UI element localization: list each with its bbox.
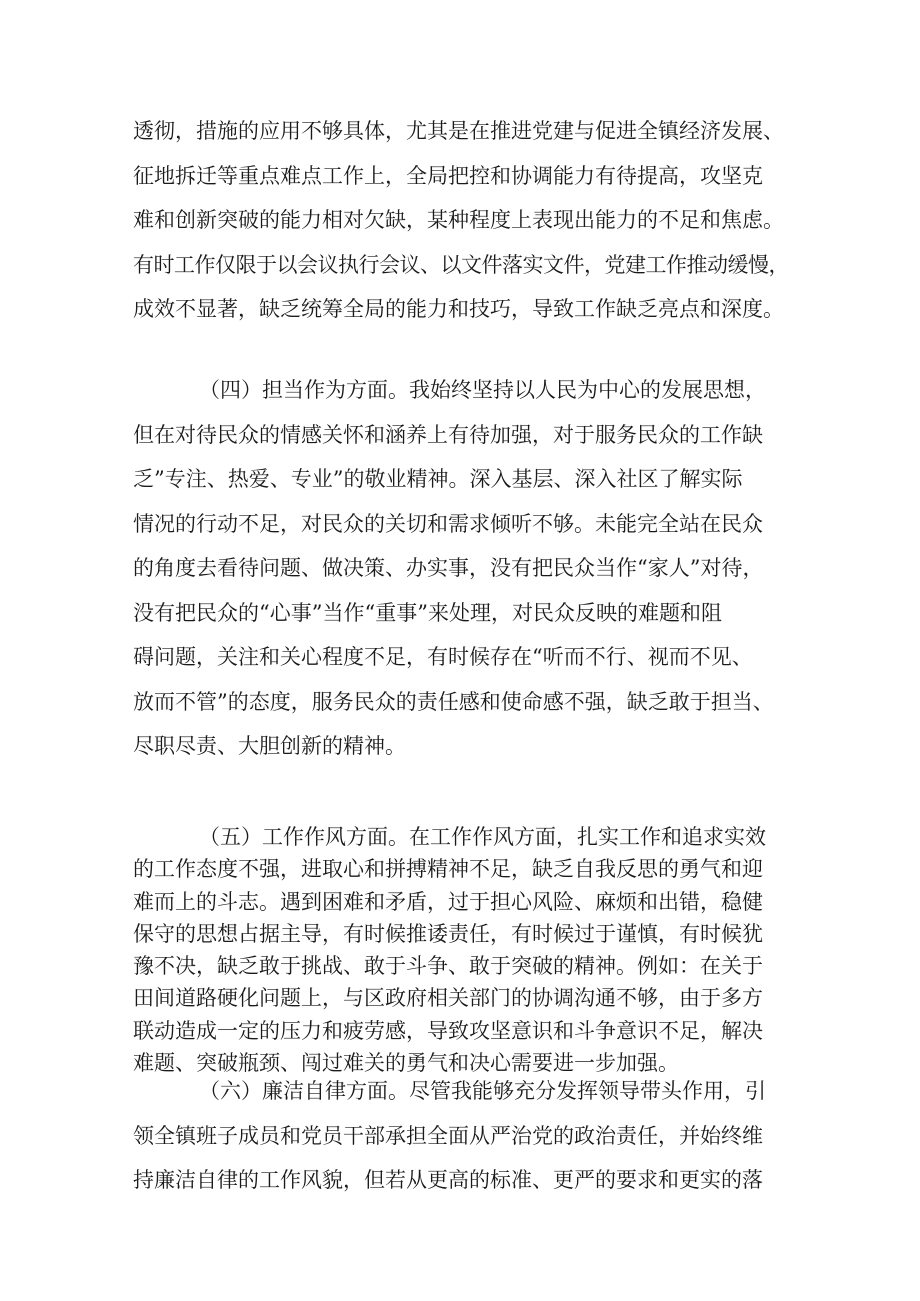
text-line: 有时工作仅限于以会议执行会议、以文件落实文件，党建工作推动缓慢， [133,252,789,277]
text-line: 成效不显著，缺乏统筹全局的能力和技巧，导致工作缺乏亮点和深度。 [133,297,784,321]
text-line: 联动造成一定的压力和疲劳感，导致攻坚意识和斗争意识不足，解决 [133,1018,763,1043]
text-line: 没有把民众的“心事”当作“重事”来处理，对民众反映的难题和阻 [133,600,722,625]
text-line: 的工作态度不强，进取心和拼搏精神不足，缺乏自我反思的勇气和迎 [133,857,763,882]
text-line: 难和创新突破的能力相对欠缺，某种程度上表现出能力的不足和焦虑。 [133,208,784,232]
text-line: （六）廉洁自律方面。尽管我能够充分发挥领导带头作用，引 [199,1079,766,1103]
text-line: 难题、突破瓶颈、闯过难关的勇气和决心需要进一步加强。 [133,1051,679,1076]
paragraph-integrity [133,1069,789,1203]
text-line: 豫不决，缺乏敢于挑战、敢于斗争、敢于突破的精神。例如：在关于 [133,954,763,979]
paragraph-ability-continued [133,109,789,332]
paragraph-responsibility [133,368,789,769]
text-line: 难而上的斗志。遇到困难和矛盾，过于担心风险、麻烦和出错，稳健 [133,889,763,914]
text-line: 情况的行动不足，对民众的关切和需求倾听不够。未能完全站在民众 [133,511,763,536]
text-line: 但在对待民众的情感关怀和涵养上有待加强，对于服务民众的工作缺 [133,422,763,447]
text-line: （四）担当作为方面。我始终坚持以人民为中心的发展思想， [199,378,766,402]
text-line: 碍问题，关注和关心程度不足，有时候存在“听而不行、视而不见、 [133,645,753,669]
text-line: 田间道路硬化问题上，与区政府相关部门的协调沟通不够，由于多方 [133,986,763,1011]
text-line: 放而不管”的态度，服务民众的责任感和使命感不强，缺乏敢于担当、 [133,689,774,714]
text-line: 领全镇班子成员和党员干部承担全面从严治党的政治责任，并始终维 [133,1123,763,1148]
text-line: 持廉洁自律的工作风貌，但若从更高的标准、更严的要求和更实的落 [133,1168,763,1192]
text-line: （五）工作作风方面。在工作作风方面，扎实工作和追求实效 [199,825,766,849]
text-line: 的角度去看待问题、做决策、办实事，没有把民众当作“家人”对待， [133,556,764,580]
text-line: 乏”专注、热爱、专业”的敬业精神。深入基层、深入社区了解实际 [133,467,743,491]
text-line: 尽职尽责、大胆创新的精神。 [133,734,406,758]
text-line: 保守的思想占据主导，有时候推诿责任，有时候过于谨慎，有时候犹 [133,921,763,946]
paragraph-work-style [133,821,789,1079]
text-line: 透彻，措施的应用不够具体，尤其是在推进党建与促进全镇经济发展、 [133,119,784,143]
text-line: 征地拆迁等重点难点工作上，全局把控和协调能力有待提高，攻坚克 [133,163,763,188]
